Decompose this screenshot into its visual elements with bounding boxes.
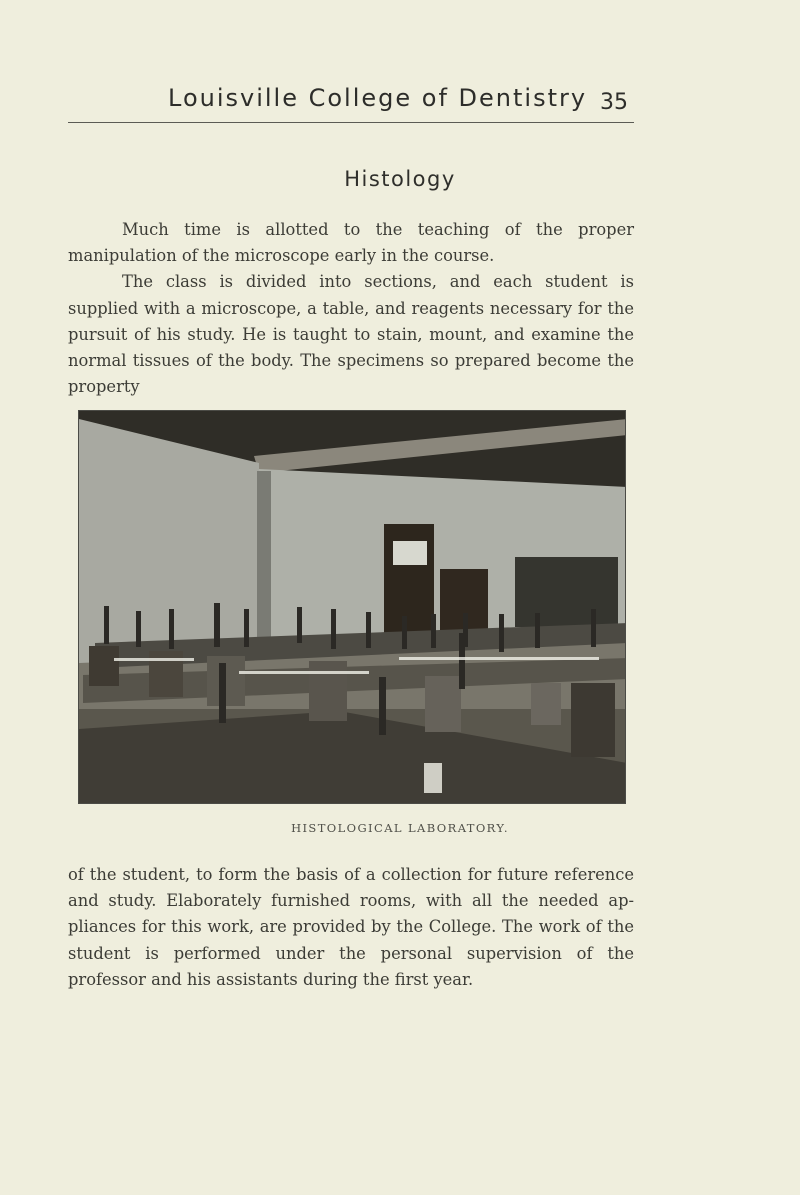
page-header (68, 80, 634, 126)
laboratory-photo (78, 410, 626, 804)
column (257, 471, 271, 641)
door-left (384, 524, 434, 634)
figure-caption: HISTOLOGICAL LABORATORY. (291, 821, 509, 835)
cabinet-4 (309, 661, 347, 721)
cabinet-5 (425, 676, 461, 732)
section-title: Histology (344, 167, 456, 191)
cabinet-7 (571, 683, 615, 757)
blackboard (515, 557, 618, 627)
cabinet-6 (531, 683, 561, 725)
header-rule (68, 122, 634, 123)
paragraph-class-start: The class is divided into sections, and each student is supplied with a microscope, a table, and reagents necessary for the pursuit of his study. He is taught to stain, mount, and examine the normal tissues of the body. The specimens so prepared become the property (68, 272, 634, 397)
door-window (393, 541, 427, 565)
laboratory-photo-image (79, 411, 626, 804)
continuation-text: of the student, to form the basis of a collection for future reference and study. Elaborately furnished rooms, with all the needed ap-pliances for this work, are provided by the College. The work of the student is performed under the personal supervision of the professor and his assistants during the first year. (68, 865, 634, 989)
paragraph-microscope: Much time is allotted to the teaching of the proper manipulation of the microscope early in the course. (68, 220, 634, 266)
page-number: 35 (600, 90, 628, 115)
running-title: Louisville College of Dentistry (168, 84, 588, 112)
intro-text (68, 217, 634, 400)
cabinet-1 (89, 646, 119, 686)
cabinet-2 (149, 651, 183, 697)
